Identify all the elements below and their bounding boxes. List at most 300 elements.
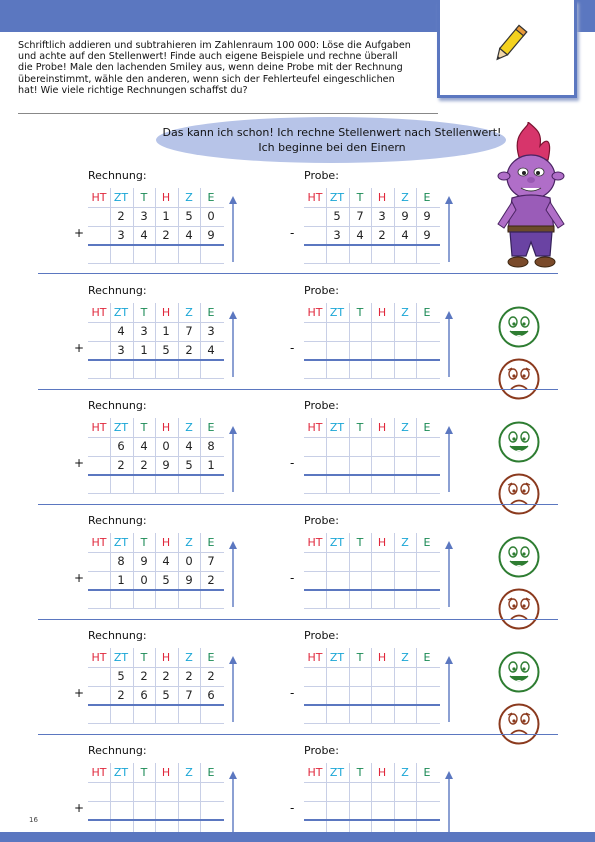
result-cell[interactable] bbox=[326, 360, 348, 379]
digit-cell[interactable] bbox=[371, 552, 393, 571]
place-value-header: ZT bbox=[113, 536, 129, 549]
digit-cell[interactable] bbox=[326, 667, 348, 686]
rechnung-operator: + bbox=[74, 456, 85, 470]
digit-cell[interactable] bbox=[326, 341, 348, 360]
digit-cell[interactable]: 8 bbox=[117, 554, 125, 568]
digit-cell[interactable] bbox=[349, 801, 371, 820]
place-value-header: H bbox=[377, 306, 387, 319]
result-cell[interactable] bbox=[178, 245, 200, 264]
speech-line-2: Ich beginne bei den Einern bbox=[258, 141, 406, 154]
digit-cell[interactable] bbox=[394, 782, 416, 801]
digit-cell[interactable]: 9 bbox=[207, 228, 215, 242]
probe-operator: - bbox=[290, 341, 295, 355]
result-cell[interactable] bbox=[394, 245, 416, 264]
up-arrow-icon bbox=[445, 656, 453, 722]
digit-cell[interactable] bbox=[304, 667, 326, 686]
result-cell[interactable] bbox=[416, 475, 438, 494]
digit-cell[interactable] bbox=[326, 801, 348, 820]
digit-cell[interactable] bbox=[394, 552, 416, 571]
up-arrow-icon bbox=[445, 426, 453, 492]
exercise-block bbox=[0, 396, 595, 506]
digit-cell[interactable] bbox=[178, 782, 200, 801]
exercise-block bbox=[0, 626, 595, 736]
digit-cell[interactable] bbox=[394, 801, 416, 820]
place-value-header: H bbox=[161, 191, 171, 204]
place-value-header: H bbox=[161, 536, 171, 549]
digit-cell[interactable] bbox=[416, 437, 438, 456]
result-cell[interactable] bbox=[88, 590, 110, 609]
place-value-header: E bbox=[207, 191, 215, 204]
section-divider bbox=[38, 504, 558, 505]
place-value-header: T bbox=[140, 766, 148, 779]
digit-cell[interactable] bbox=[326, 456, 348, 475]
place-value-header: HT bbox=[307, 421, 323, 434]
digit-cell[interactable] bbox=[371, 782, 393, 801]
place-value-header: Z bbox=[401, 306, 409, 319]
digit-cell[interactable]: 2 bbox=[162, 669, 170, 683]
result-cell[interactable] bbox=[88, 245, 110, 264]
place-value-header: HT bbox=[91, 536, 107, 549]
digit-cell[interactable] bbox=[394, 322, 416, 341]
digit-cell[interactable] bbox=[326, 322, 348, 341]
sad-smiley-icon[interactable] bbox=[498, 703, 540, 745]
digit-cell[interactable]: 5 bbox=[185, 209, 193, 223]
digit-cell[interactable] bbox=[304, 207, 326, 226]
result-cell[interactable] bbox=[133, 590, 155, 609]
result-cell[interactable] bbox=[110, 590, 132, 609]
place-value-header: T bbox=[140, 191, 148, 204]
digit-cell[interactable] bbox=[88, 782, 110, 801]
place-value-header: E bbox=[207, 306, 215, 319]
place-value-header: E bbox=[423, 421, 431, 434]
digit-cell[interactable] bbox=[304, 801, 326, 820]
probe-label: Probe: bbox=[304, 284, 339, 297]
instruction-line: übereinstimmt, wähle den anderen, wenn sich der Fehlerteufel eingeschlichen bbox=[18, 73, 395, 85]
digit-cell[interactable] bbox=[304, 686, 326, 705]
sad-smiley-icon[interactable] bbox=[498, 588, 540, 630]
digit-cell[interactable]: 1 bbox=[117, 573, 125, 587]
place-value-header: HT bbox=[307, 306, 323, 319]
digit-cell[interactable]: 6 bbox=[117, 439, 125, 453]
up-arrow-icon bbox=[445, 541, 453, 607]
digit-cell[interactable]: 2 bbox=[378, 228, 386, 242]
digit-cell[interactable] bbox=[349, 322, 371, 341]
place-value-header: T bbox=[356, 191, 364, 204]
happy-smiley-icon[interactable] bbox=[498, 306, 540, 348]
result-cell[interactable] bbox=[416, 590, 438, 609]
result-cell[interactable] bbox=[304, 245, 326, 264]
result-cell[interactable] bbox=[349, 245, 371, 264]
result-cell[interactable] bbox=[200, 590, 222, 609]
digit-cell[interactable] bbox=[304, 322, 326, 341]
digit-cell[interactable]: 2 bbox=[117, 458, 125, 472]
instruction-line: die Probe! Male den lachenden Smiley aus, wenn deine Probe mit der Rechnung bbox=[18, 62, 403, 74]
digit-cell[interactable] bbox=[304, 437, 326, 456]
digit-cell[interactable] bbox=[200, 782, 222, 801]
digit-cell[interactable] bbox=[88, 801, 110, 820]
result-cell[interactable] bbox=[349, 705, 371, 724]
digit-cell[interactable] bbox=[110, 782, 132, 801]
result-cell[interactable] bbox=[88, 360, 110, 379]
place-value-header: Z bbox=[401, 191, 409, 204]
digit-cell[interactable]: 9 bbox=[401, 209, 409, 223]
place-value-header: H bbox=[377, 651, 387, 664]
place-value-header: ZT bbox=[329, 536, 345, 549]
digit-cell[interactable]: 9 bbox=[140, 554, 148, 568]
digit-cell[interactable] bbox=[110, 801, 132, 820]
place-value-header: E bbox=[423, 191, 431, 204]
rechnung-grid bbox=[88, 303, 224, 379]
digit-cell[interactable]: 9 bbox=[162, 458, 170, 472]
result-cell[interactable] bbox=[349, 590, 371, 609]
rechnung-label: Rechnung: bbox=[88, 744, 147, 757]
result-cell[interactable] bbox=[371, 245, 393, 264]
digit-cell[interactable] bbox=[371, 571, 393, 590]
result-cell[interactable] bbox=[200, 360, 222, 379]
place-value-header: E bbox=[423, 536, 431, 549]
digit-cell[interactable]: 4 bbox=[140, 228, 148, 242]
happy-smiley-icon[interactable] bbox=[498, 651, 540, 693]
digit-cell[interactable]: 0 bbox=[207, 209, 215, 223]
digit-cell[interactable] bbox=[416, 782, 438, 801]
digit-cell[interactable] bbox=[200, 801, 222, 820]
result-cell[interactable] bbox=[416, 245, 438, 264]
digit-cell[interactable] bbox=[349, 782, 371, 801]
place-value-header: T bbox=[356, 766, 364, 779]
digit-cell[interactable]: 2 bbox=[117, 209, 125, 223]
digit-cell[interactable] bbox=[133, 782, 155, 801]
probe-label: Probe: bbox=[304, 514, 339, 527]
result-cell[interactable] bbox=[155, 590, 177, 609]
result-cell[interactable] bbox=[304, 475, 326, 494]
digit-cell[interactable]: 3 bbox=[378, 209, 386, 223]
digit-cell[interactable]: 0 bbox=[162, 439, 170, 453]
rechnung-grid bbox=[88, 763, 224, 839]
up-arrow-icon bbox=[445, 311, 453, 377]
exercise-block bbox=[0, 511, 595, 621]
digit-cell[interactable]: 4 bbox=[185, 439, 193, 453]
digit-cell[interactable]: 8 bbox=[207, 439, 215, 453]
place-value-header: H bbox=[377, 421, 387, 434]
instruction-line: Schriftlich addieren und subtrahieren im Zahlenraum 100 000: Löse die Aufgaben bbox=[18, 40, 411, 51]
digit-cell[interactable]: 7 bbox=[207, 554, 215, 568]
result-cell[interactable] bbox=[88, 705, 110, 724]
digit-cell[interactable] bbox=[416, 686, 438, 705]
place-value-header: ZT bbox=[329, 651, 345, 664]
place-value-header: ZT bbox=[329, 191, 345, 204]
digit-cell[interactable]: 5 bbox=[117, 669, 125, 683]
digit-cell[interactable]: 5 bbox=[162, 343, 170, 357]
place-value-header: ZT bbox=[113, 766, 129, 779]
digit-cell[interactable] bbox=[304, 226, 326, 245]
digit-cell[interactable] bbox=[88, 437, 110, 456]
digit-cell[interactable]: 2 bbox=[207, 669, 215, 683]
digit-cell[interactable] bbox=[416, 667, 438, 686]
result-cell[interactable] bbox=[200, 705, 222, 724]
result-cell[interactable] bbox=[155, 245, 177, 264]
place-value-header: ZT bbox=[113, 421, 129, 434]
result-cell[interactable] bbox=[178, 705, 200, 724]
digit-cell[interactable] bbox=[416, 571, 438, 590]
digit-cell[interactable] bbox=[371, 667, 393, 686]
digit-cell[interactable] bbox=[88, 456, 110, 475]
place-value-header: T bbox=[140, 536, 148, 549]
probe-grid bbox=[304, 763, 440, 839]
digit-cell[interactable]: 1 bbox=[162, 209, 170, 223]
digit-cell[interactable] bbox=[394, 456, 416, 475]
digit-cell[interactable] bbox=[416, 341, 438, 360]
result-cell[interactable] bbox=[155, 360, 177, 379]
digit-cell[interactable] bbox=[394, 686, 416, 705]
rechnung-label: Rechnung: bbox=[88, 399, 147, 412]
digit-cell[interactable]: 6 bbox=[207, 688, 215, 702]
digit-cell[interactable] bbox=[349, 437, 371, 456]
result-cell[interactable] bbox=[133, 475, 155, 494]
result-cell[interactable] bbox=[304, 705, 326, 724]
happy-smiley-icon[interactable] bbox=[498, 536, 540, 578]
up-arrow-icon bbox=[229, 541, 237, 607]
place-value-header: ZT bbox=[113, 191, 129, 204]
digit-cell[interactable]: 2 bbox=[140, 669, 148, 683]
digit-cell[interactable] bbox=[304, 552, 326, 571]
digit-cell[interactable] bbox=[349, 456, 371, 475]
digit-cell[interactable]: 9 bbox=[423, 228, 431, 242]
result-cell[interactable] bbox=[371, 475, 393, 494]
rechnung-label: Rechnung: bbox=[88, 284, 147, 297]
digit-cell[interactable] bbox=[394, 667, 416, 686]
digit-cell[interactable] bbox=[349, 571, 371, 590]
digit-cell[interactable] bbox=[326, 552, 348, 571]
probe-operator: - bbox=[290, 686, 295, 700]
up-arrow-icon bbox=[229, 426, 237, 492]
digit-cell[interactable]: 1 bbox=[162, 324, 170, 338]
digit-cell[interactable] bbox=[394, 571, 416, 590]
digit-cell[interactable]: 4 bbox=[207, 343, 215, 357]
result-cell[interactable] bbox=[326, 245, 348, 264]
digit-cell[interactable]: 5 bbox=[162, 688, 170, 702]
result-cell[interactable] bbox=[178, 475, 200, 494]
result-cell[interactable] bbox=[200, 245, 222, 264]
instruction-line: und achte auf den Stellenwert! Finde auch eigene Beispiele und rechne überall bbox=[18, 51, 398, 63]
digit-cell[interactable] bbox=[88, 341, 110, 360]
place-value-header: H bbox=[161, 651, 171, 664]
digit-cell[interactable] bbox=[371, 686, 393, 705]
digit-cell[interactable] bbox=[416, 801, 438, 820]
digit-cell[interactable] bbox=[155, 801, 177, 820]
probe-label: Probe: bbox=[304, 399, 339, 412]
place-value-header: ZT bbox=[329, 421, 345, 434]
digit-cell[interactable] bbox=[304, 571, 326, 590]
digit-cell[interactable] bbox=[326, 437, 348, 456]
place-value-header: H bbox=[161, 306, 171, 319]
digit-cell[interactable] bbox=[304, 782, 326, 801]
digit-cell[interactable] bbox=[371, 456, 393, 475]
result-cell[interactable] bbox=[394, 590, 416, 609]
digit-cell[interactable]: 2 bbox=[117, 688, 125, 702]
digit-cell[interactable] bbox=[371, 437, 393, 456]
result-cell[interactable] bbox=[155, 705, 177, 724]
place-value-header: HT bbox=[91, 306, 107, 319]
probe-grid bbox=[304, 533, 440, 609]
result-cell[interactable] bbox=[110, 705, 132, 724]
digit-cell[interactable] bbox=[349, 667, 371, 686]
digit-cell[interactable] bbox=[394, 341, 416, 360]
result-cell[interactable] bbox=[178, 590, 200, 609]
digit-cell[interactable]: 3 bbox=[140, 209, 148, 223]
result-cell[interactable] bbox=[326, 475, 348, 494]
result-cell[interactable] bbox=[133, 705, 155, 724]
digit-cell[interactable]: 1 bbox=[207, 458, 215, 472]
digit-cell[interactable]: 3 bbox=[117, 228, 125, 242]
digit-cell[interactable]: 7 bbox=[185, 324, 193, 338]
digit-cell[interactable] bbox=[88, 226, 110, 245]
digit-cell[interactable]: 5 bbox=[162, 573, 170, 587]
digit-cell[interactable] bbox=[326, 686, 348, 705]
result-cell[interactable] bbox=[394, 360, 416, 379]
result-cell[interactable] bbox=[349, 475, 371, 494]
place-value-header: HT bbox=[91, 651, 107, 664]
digit-cell[interactable]: 2 bbox=[185, 669, 193, 683]
digit-cell[interactable]: 3 bbox=[207, 324, 215, 338]
digit-cell[interactable]: 4 bbox=[401, 228, 409, 242]
digit-cell[interactable] bbox=[88, 322, 110, 341]
result-cell[interactable] bbox=[88, 475, 110, 494]
digit-cell[interactable]: 2 bbox=[140, 458, 148, 472]
probe-label: Probe: bbox=[304, 169, 339, 182]
result-cell[interactable] bbox=[110, 245, 132, 264]
digit-cell[interactable]: 4 bbox=[140, 439, 148, 453]
digit-cell[interactable]: 4 bbox=[185, 228, 193, 242]
digit-cell[interactable]: 4 bbox=[117, 324, 125, 338]
digit-cell[interactable] bbox=[133, 801, 155, 820]
digit-cell[interactable]: 7 bbox=[356, 209, 364, 223]
rechnung-label: Rechnung: bbox=[88, 514, 147, 527]
result-cell[interactable] bbox=[326, 705, 348, 724]
digit-cell[interactable] bbox=[155, 782, 177, 801]
place-value-header: Z bbox=[185, 306, 193, 319]
digit-cell[interactable]: 2 bbox=[207, 573, 215, 587]
result-cell[interactable] bbox=[371, 705, 393, 724]
rechnung-grid bbox=[88, 533, 224, 609]
place-value-header: E bbox=[207, 536, 215, 549]
digit-cell[interactable]: 5 bbox=[333, 209, 341, 223]
digit-cell[interactable] bbox=[88, 552, 110, 571]
place-value-header: Z bbox=[401, 766, 409, 779]
result-cell[interactable] bbox=[416, 705, 438, 724]
digit-cell[interactable]: 0 bbox=[185, 554, 193, 568]
probe-label: Probe: bbox=[304, 629, 339, 642]
digit-cell[interactable] bbox=[304, 341, 326, 360]
digit-cell[interactable] bbox=[88, 667, 110, 686]
digit-cell[interactable] bbox=[88, 686, 110, 705]
digit-cell[interactable]: 1 bbox=[140, 343, 148, 357]
result-cell[interactable] bbox=[155, 475, 177, 494]
result-cell[interactable] bbox=[394, 475, 416, 494]
probe-label: Probe: bbox=[304, 744, 339, 757]
digit-cell[interactable]: 9 bbox=[423, 209, 431, 223]
digit-cell[interactable] bbox=[88, 207, 110, 226]
result-cell[interactable] bbox=[178, 360, 200, 379]
result-cell[interactable] bbox=[133, 360, 155, 379]
digit-cell[interactable]: 4 bbox=[162, 554, 170, 568]
digit-cell[interactable] bbox=[416, 552, 438, 571]
result-cell[interactable] bbox=[349, 360, 371, 379]
result-cell[interactable] bbox=[416, 360, 438, 379]
result-cell[interactable] bbox=[394, 705, 416, 724]
digit-cell[interactable] bbox=[326, 571, 348, 590]
page-number: 16 bbox=[29, 816, 38, 824]
place-value-header: T bbox=[356, 536, 364, 549]
result-cell[interactable] bbox=[110, 360, 132, 379]
digit-cell[interactable]: 3 bbox=[333, 228, 341, 242]
digit-cell[interactable] bbox=[416, 456, 438, 475]
instruction-divider bbox=[18, 113, 438, 114]
digit-cell[interactable] bbox=[349, 552, 371, 571]
digit-cell[interactable] bbox=[326, 782, 348, 801]
digit-cell[interactable]: 5 bbox=[185, 458, 193, 472]
rechnung-operator: + bbox=[74, 341, 85, 355]
result-cell[interactable] bbox=[133, 245, 155, 264]
place-value-header: Z bbox=[185, 191, 193, 204]
digit-cell[interactable]: 2 bbox=[185, 343, 193, 357]
digit-cell[interactable]: 3 bbox=[117, 343, 125, 357]
exercise-block bbox=[0, 741, 595, 842]
result-cell[interactable] bbox=[326, 590, 348, 609]
digit-cell[interactable]: 0 bbox=[140, 573, 148, 587]
digit-cell[interactable] bbox=[349, 686, 371, 705]
digit-cell[interactable] bbox=[88, 571, 110, 590]
digit-cell[interactable] bbox=[178, 801, 200, 820]
place-value-header: E bbox=[423, 651, 431, 664]
digit-cell[interactable] bbox=[371, 322, 393, 341]
sad-smiley-icon[interactable] bbox=[498, 473, 540, 515]
place-value-header: T bbox=[140, 306, 148, 319]
place-value-header: HT bbox=[307, 191, 323, 204]
place-value-header: HT bbox=[91, 421, 107, 434]
place-value-header: E bbox=[207, 766, 215, 779]
place-value-header: T bbox=[140, 421, 148, 434]
result-cell[interactable] bbox=[304, 360, 326, 379]
digit-cell[interactable] bbox=[371, 801, 393, 820]
digit-cell[interactable]: 6 bbox=[140, 688, 148, 702]
digit-cell[interactable] bbox=[349, 341, 371, 360]
result-cell[interactable] bbox=[304, 590, 326, 609]
place-value-header: HT bbox=[307, 536, 323, 549]
result-cell[interactable] bbox=[371, 590, 393, 609]
result-cell[interactable] bbox=[110, 475, 132, 494]
rechnung-operator: + bbox=[74, 686, 85, 700]
digit-cell[interactable] bbox=[394, 437, 416, 456]
digit-cell[interactable]: 9 bbox=[185, 573, 193, 587]
place-value-header: Z bbox=[185, 421, 193, 434]
sad-smiley-icon[interactable] bbox=[498, 358, 540, 400]
digit-cell[interactable] bbox=[371, 341, 393, 360]
place-value-header: H bbox=[161, 766, 171, 779]
digit-cell[interactable]: 3 bbox=[140, 324, 148, 338]
digit-cell[interactable]: 7 bbox=[185, 688, 193, 702]
up-arrow-icon bbox=[229, 196, 237, 262]
up-arrow-icon bbox=[445, 196, 453, 262]
place-value-header: H bbox=[377, 536, 387, 549]
digit-cell[interactable] bbox=[416, 322, 438, 341]
digit-cell[interactable]: 2 bbox=[162, 228, 170, 242]
digit-cell[interactable] bbox=[304, 456, 326, 475]
happy-smiley-icon[interactable] bbox=[498, 421, 540, 463]
place-value-header: E bbox=[207, 421, 215, 434]
digit-cell[interactable]: 4 bbox=[356, 228, 364, 242]
result-cell[interactable] bbox=[371, 360, 393, 379]
result-cell[interactable] bbox=[200, 475, 222, 494]
